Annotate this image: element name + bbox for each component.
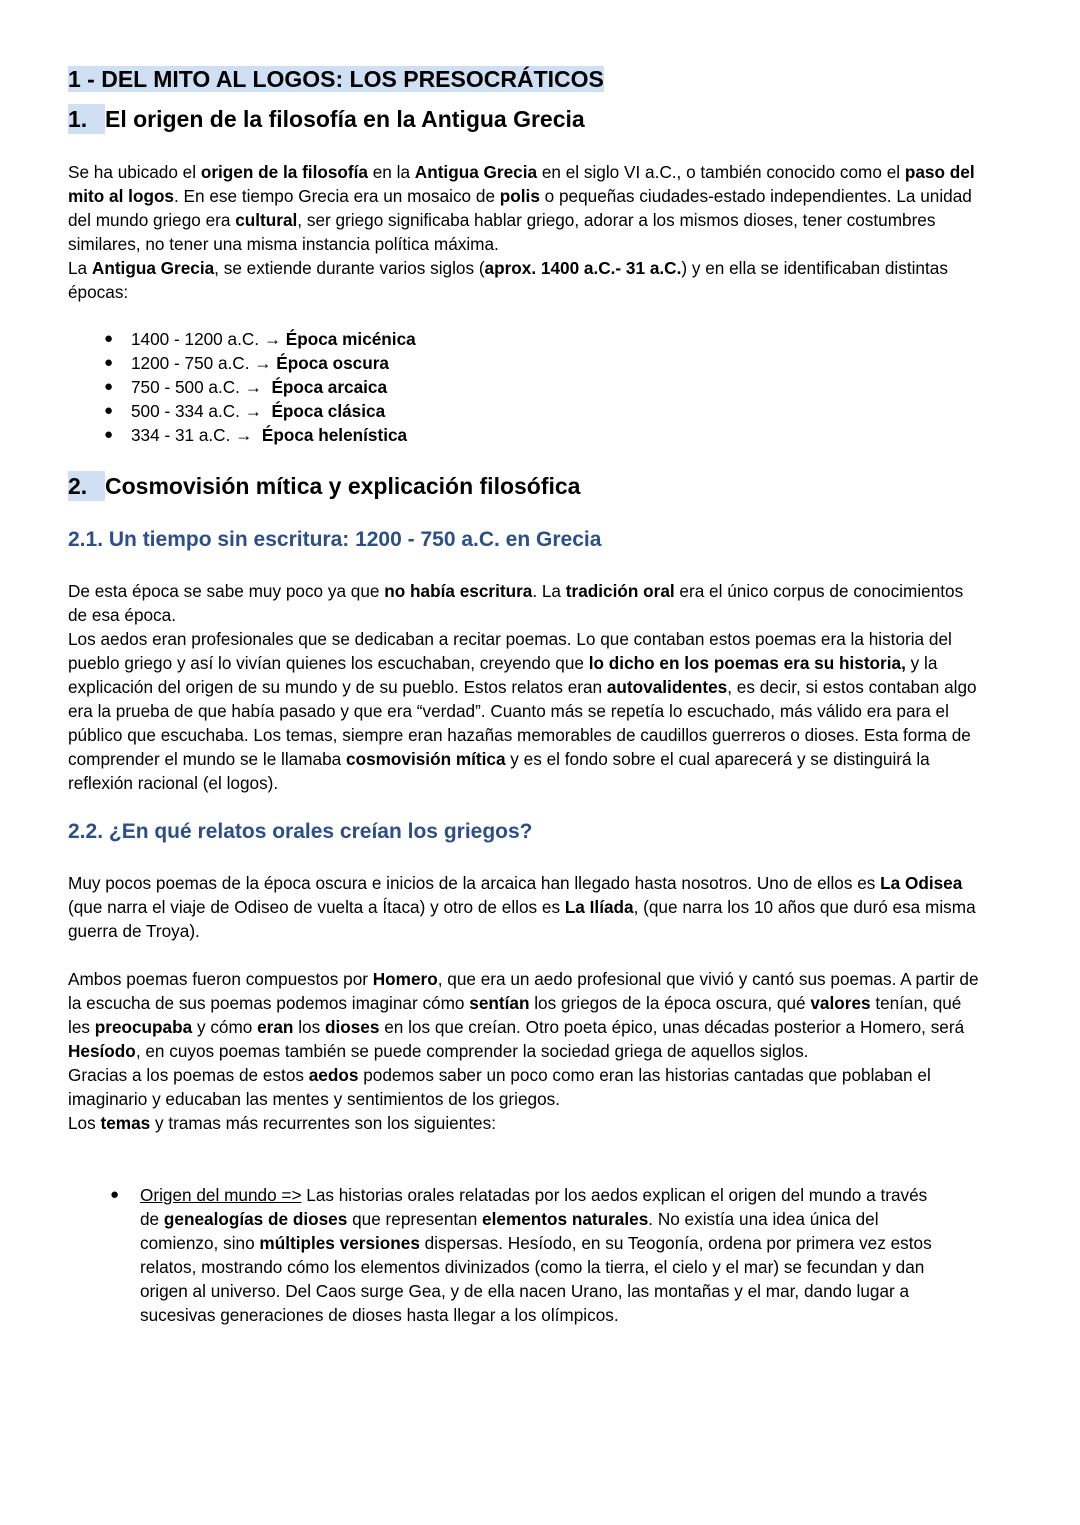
section-2-2-paragraph-2 (68, 967, 983, 1135)
text-run: dispersas. Hesíodo, en su Teogonía, ordena por primera vez estos relatos, mostrando cómo los elementos divinizados (como la tierra, el cielo y el mar) se fecundan y dan origen al universo. Del Caos surge Gea, y de ella nacen Urano, las montañas y el mar, dando lugar a sucesivas generaciones de dioses hasta llegar a los olímpicos. (140, 1233, 932, 1325)
section-1-paragraph (68, 160, 983, 304)
epoch-name: Época helenística (261, 425, 408, 445)
bullet-icon: ● (104, 426, 114, 443)
text-run: , que era un aedo profesional que vivió y cantó sus poemas. A partir de la escucha de sus poemas podemos imaginar cómo (68, 969, 979, 1013)
epoch-item (104, 399, 416, 423)
text-run: Las historias orales relatadas por los aedos explican el origen del mundo a través de (140, 1185, 928, 1229)
section-2-heading (68, 471, 580, 501)
bold-text: genealogías de dioses (163, 1209, 348, 1229)
text-run: , ser griego significaba hablar griego, adorar a los mismos dioses, tener costumbres similares, no tener una misma instancia política máxima. (68, 210, 936, 254)
bold-text: no había escritura (384, 581, 533, 601)
text-run: , es decir, si estos contaban algo era la prueba de que había pasado y que era “verdad”. Cuanto más se repetía lo escuchado, más válido era para el público que escuchaba. Los temas, siempre eran hazañas memorables de caudillos guerreros o dioses. Esta forma de comprender el mundo se le llamaba (68, 677, 977, 769)
section-1-number: 1. (68, 104, 105, 134)
section-1-heading (68, 104, 585, 134)
epoch-range: 1200 - 750 a.C. → (131, 353, 277, 373)
epoch-range: 500 - 334 a.C. → (131, 401, 272, 421)
bold-text: elementos naturales (482, 1209, 649, 1229)
bold-text: lo dicho en los poemas era su historia, (588, 653, 906, 673)
text-run: los griegos de la época oscura, qué (529, 993, 811, 1013)
text-run: en el siglo VI a.C., o también conocido como el (537, 162, 905, 182)
text-run: Los (68, 1113, 101, 1133)
bold-text: múltiples versiones (259, 1233, 420, 1253)
bold-text: polis (499, 186, 540, 206)
text-run: y tramas más recurrentes son los siguientes: (150, 1113, 496, 1133)
section-2-1-paragraph (68, 579, 983, 795)
text-run: Los aedos eran profesionales que se dedicaban a recitar poemas. Lo que contaban estos poemas era la historia del pueblo griego y así lo vivían quienes los escuchaban, creyendo que (68, 629, 952, 673)
text-run: . En ese tiempo Grecia era un mosaico de (174, 186, 500, 206)
bold-text: temas (100, 1113, 151, 1133)
themes-list (110, 1183, 978, 1327)
bold-text: Homero (372, 969, 438, 989)
bullet-icon: ● (104, 378, 114, 395)
section-2-1-heading: 2.1. Un tiempo sin escritura: 1200 - 750 a.C. en Grecia (68, 528, 602, 551)
bold-text: Antigua Grecia (91, 258, 215, 278)
epoch-range: 750 - 500 a.C. → (131, 377, 272, 397)
text-run: Se ha ubicado el (68, 162, 201, 182)
bold-text: cosmovisión mítica (346, 749, 506, 769)
text-run: La (68, 258, 92, 278)
theme-origin-of-world (140, 1183, 940, 1327)
text-run: . No existía una idea única del comienzo, sino (140, 1209, 879, 1253)
bold-text: Antigua Grecia (414, 162, 538, 182)
bullet-icon: ● (110, 1186, 120, 1203)
text-run: Gracias a los poemas de estos (68, 1065, 309, 1085)
epoch-item (104, 351, 416, 375)
epoch-item (104, 327, 416, 351)
text-run: ) y en ella se identificaban distintas épocas: (68, 258, 948, 302)
text-run: y la explicación del origen de su mundo y de su pueblo. Estos relatos eran (68, 653, 938, 697)
bold-text: eran (257, 1017, 294, 1037)
epoch-name: Época arcaica (271, 377, 388, 397)
section-1-heading-text: El origen de la filosofía en la Antigua Grecia (105, 106, 585, 132)
bold-text: tradición oral (565, 581, 675, 601)
epoch-item (104, 423, 416, 447)
text-run: , en cuyos poemas también se puede comprender la sociedad griega de aquellos siglos. (135, 1041, 809, 1061)
text-run: o pequeñas ciudades-estado independientes. La unidad del mundo griego era (68, 186, 972, 230)
bold-text: La Ilíada (564, 897, 634, 917)
document-title (68, 64, 604, 94)
bold-text: dioses (324, 1017, 380, 1037)
epochs-list (104, 327, 416, 447)
bold-text: sentían (469, 993, 530, 1013)
epoch-range: 334 - 31 a.C. → (131, 425, 262, 445)
bold-text: autovalidentes (606, 677, 728, 697)
text-run: los (293, 1017, 325, 1037)
text-run: , se extiende durante varios siglos ( (214, 258, 485, 278)
epoch-name: Época micénica (285, 329, 416, 349)
text-run: Muy pocos poemas de la época oscura e inicios de la arcaica han llegado hasta nosotros. Uno de ellos es (68, 873, 881, 893)
text-run: en los que creían. Otro poeta épico, unas décadas posterior a Homero, será (379, 1017, 965, 1037)
text-run: . La (532, 581, 566, 601)
text-run: tenían, qué les (68, 993, 962, 1037)
epoch-item (104, 375, 416, 399)
text-run: , (que narra los 10 años que duró esa misma guerra de Troya). (68, 897, 976, 941)
underlined-text: Origen del mundo => (140, 1185, 302, 1205)
epoch-name: Época oscura (276, 353, 389, 373)
bullet-icon: ● (104, 354, 114, 371)
text-run: y es el fondo sobre el cual aparecerá y se distinguirá la reflexión racional (el logos). (68, 749, 930, 793)
section-2-heading-text: Cosmovisión mítica y explicación filosófica (105, 473, 581, 499)
bold-text: Hesíodo (68, 1041, 136, 1061)
bold-text: preocupaba (94, 1017, 193, 1037)
bold-text: aedos (308, 1065, 359, 1085)
section-2-2-heading: 2.2. ¿En qué relatos orales creían los griegos? (68, 820, 533, 843)
bold-text: cultural (235, 210, 298, 230)
bullet-icon: ● (104, 330, 114, 347)
section-2-2-paragraph-1 (68, 871, 983, 943)
text-run: Ambos poemas fueron compuestos por (68, 969, 373, 989)
bold-text: valores (810, 993, 871, 1013)
epoch-range: 1400 - 1200 a.C. → (131, 329, 286, 349)
bold-text: La Odisea (880, 873, 963, 893)
text-run: y cómo (192, 1017, 258, 1037)
title-text: 1 - DEL MITO AL LOGOS: LOS PRESOCRÁTICOS (68, 66, 604, 92)
bold-text: paso del mito al logos (68, 162, 975, 206)
bold-text: origen de la filosofía (200, 162, 368, 182)
epoch-name: Época clásica (271, 401, 386, 421)
section-2-number: 2. (68, 471, 105, 501)
text-run: (que narra el viaje de Odiseo de vuelta a Ítaca) y otro de ellos es (68, 897, 565, 917)
bullet-icon: ● (104, 402, 114, 419)
text-run: que representan (347, 1209, 483, 1229)
text-run: podemos saber un poco como eran las historias cantadas que poblaban el imaginario y educaban las mentes y sentimientos de los griegos. (68, 1065, 931, 1109)
text-run: era el único corpus de conocimientos de esa época. (68, 581, 964, 625)
text-run: en la (367, 162, 415, 182)
text-run: De esta época se sabe muy poco ya que (68, 581, 385, 601)
bold-text: aprox. 1400 a.C.- 31 a.C. (484, 258, 682, 278)
